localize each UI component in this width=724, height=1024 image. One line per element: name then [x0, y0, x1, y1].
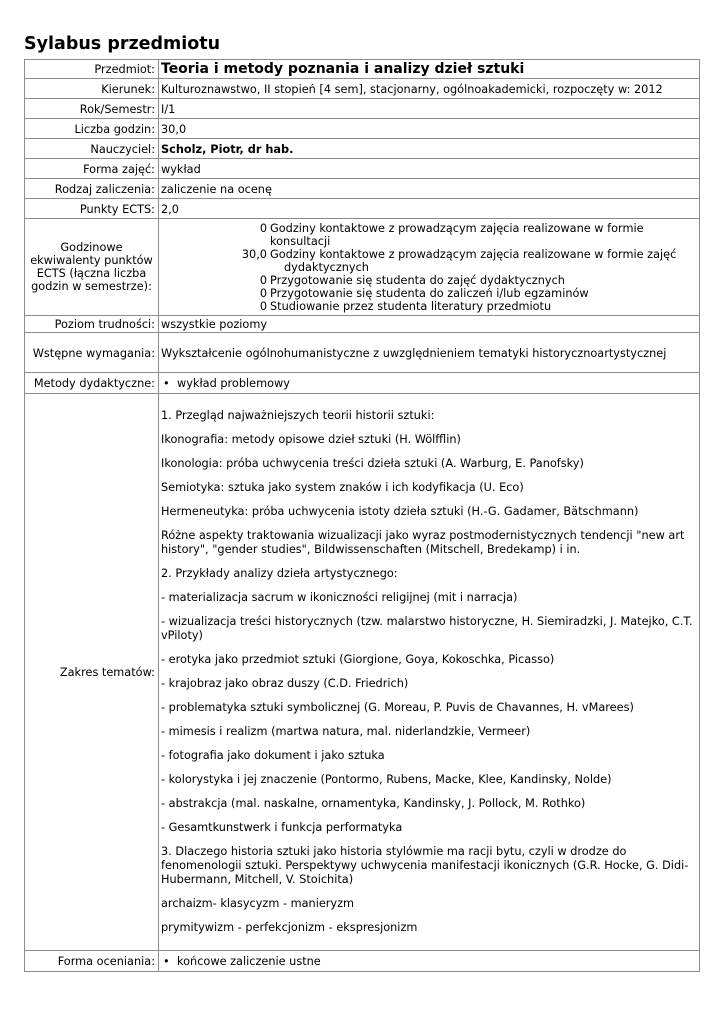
topic-paragraph: Ikonologia: próba uchwycenia treści dzieła sztuki (A. Warburg, E. Panofsky) — [161, 457, 584, 470]
hours-text: Godziny kontaktowe z prowadzącym zajęcia realizowane w formie zajęć — [270, 248, 677, 261]
row-nauczyciel — [25, 139, 700, 159]
hours-item — [161, 248, 696, 274]
topic-paragraph: Ikonografia: metody opisowe dzieł sztuki (H. Wölfflin) — [161, 433, 461, 446]
row-zaliczenie — [25, 179, 700, 199]
label-ekwiwalenty: Godzinowe ekwiwalenty punktów ECTS (łączna liczba godzin w semestrze): — [25, 219, 159, 316]
row-forma-zajec — [25, 159, 700, 179]
topic-paragraph: Hermeneutyka: próba uchwycenia istoty dzieła sztuki (H.-G. Gadamer, Bätschmann) — [161, 505, 639, 518]
value-rok: I/1 — [159, 99, 700, 119]
value-wymagania: Wykształcenie ogólnohumanistyczne z uwzględnieniem tematyki historycznoartystycznej — [159, 333, 700, 373]
topic-paragraph: - abstrakcja (mal. naskalne, ornamentyka, Kandinsky, J. Pollock, M. Rothko) — [161, 797, 586, 810]
value-metody: • wykład problemowy — [159, 373, 700, 394]
topic-paragraph: 2. Przykłady analizy dzieła artystycznego: — [161, 567, 398, 580]
row-ects — [25, 199, 700, 219]
hours-text-continuation: dydaktycznych — [284, 261, 369, 274]
row-rok — [25, 99, 700, 119]
value-forma-zajec: wykład — [159, 159, 700, 179]
label-kierunek: Kierunek: — [25, 79, 159, 99]
topic-paragraph: - kolorystyka i jej znaczenie (Pontormo, Rubens, Macke, Klee, Kandinsky, Nolde) — [161, 773, 612, 786]
topics-list — [161, 396, 696, 949]
hours-value: 0 — [259, 222, 267, 235]
hours-text: Studiowanie przez studenta literatury przedmiotu — [270, 300, 552, 313]
value-zakres — [159, 394, 700, 951]
label-rok: Rok/Semestr: — [25, 99, 159, 119]
value-ocenianie: • końcowe zaliczenie ustne — [159, 951, 700, 972]
topic-paragraph: prymitywizm - perfekcjonizm - ekspresjonizm — [161, 921, 418, 934]
row-kierunek — [25, 79, 700, 99]
topic-paragraph: Semiotyka: sztuka jako system znaków i ich kodyfikacja (U. Eco) — [161, 481, 524, 494]
value-zaliczenie: zaliczenie na ocenę — [159, 179, 700, 199]
row-godziny — [25, 119, 700, 139]
label-zaliczenie: Rodzaj zaliczenia: — [25, 179, 159, 199]
row-poziom — [25, 316, 700, 333]
label-nauczyciel: Nauczyciel: — [25, 139, 159, 159]
hours-text-wrap — [267, 248, 696, 274]
row-ekwiwalenty — [25, 219, 700, 316]
hours-value: 30,0 — [241, 248, 267, 261]
topic-paragraph: - erotyka jako przedmiot sztuki (Giorgione, Goya, Kokoschka, Picasso) — [161, 653, 555, 666]
hours-item — [161, 222, 696, 248]
row-metody — [25, 373, 700, 394]
label-forma-zajec: Forma zajęć: — [25, 159, 159, 179]
label-poziom: Poziom trudności: — [25, 316, 159, 333]
value-poziom: wszystkie poziomy — [159, 316, 700, 333]
label-ects: Punkty ECTS: — [25, 199, 159, 219]
hours-text: Godziny kontaktowe z prowadzącym zajęcia realizowane w formie konsultacji — [270, 222, 644, 248]
topic-paragraph: - wizualizacja treści historycznych (tzw. malarstwo historyczne, H. Siemiradzki, J. Matejko, C.T. vPiloty) — [161, 615, 693, 642]
label-zakres: Zakres tematów: — [25, 394, 159, 951]
topic-paragraph: - mimesis i realizm (martwa natura, mal. niderlandzkie, Vermeer) — [161, 725, 531, 738]
value-nauczyciel: Scholz, Piotr, dr hab. — [159, 139, 700, 159]
label-wymagania: Wstępne wymagania: — [25, 333, 159, 373]
row-ocenianie — [25, 951, 700, 972]
row-przedmiot — [25, 60, 700, 79]
topic-paragraph: 1. Przegląd najważniejszych teorii historii sztuki: — [161, 409, 435, 422]
label-ocenianie: Forma oceniania: — [25, 951, 159, 972]
row-wymagania — [25, 333, 700, 373]
page-title: Sylabus przedmiotu — [24, 34, 221, 54]
label-godziny: Liczba godzin: — [25, 119, 159, 139]
hours-item — [161, 274, 696, 287]
hours-value: 0 — [259, 287, 267, 300]
row-zakres — [25, 394, 700, 951]
topic-paragraph: - problematyka sztuki symbolicznej (G. Moreau, P. Puvis de Chavannes, H. vMarees) — [161, 701, 634, 714]
topic-paragraph: - fotografia jako dokument i jako sztuka — [161, 749, 385, 762]
label-przedmiot: Przedmiot: — [25, 60, 159, 79]
hours-text: Przygotowanie się studenta do zajęć dydaktycznych — [270, 274, 565, 287]
topic-paragraph: archaizm- klasycyzm - manieryzm — [161, 897, 355, 910]
label-metody: Metody dydaktyczne: — [25, 373, 159, 394]
hours-value: 0 — [259, 274, 267, 287]
subject-title: Teoria i metody poznania i analizy dzieł sztuki — [159, 60, 700, 79]
value-ects: 2,0 — [159, 199, 700, 219]
topic-paragraph: - materializacja sacrum w ikoniczności religijnej (mit i narracja) — [161, 591, 518, 604]
topic-paragraph: 3. Dlaczego historia sztuki jako historia stylówmie ma racji bytu, czyli w drodze do fenomenologii sztuki. Perspektywy uchwycenia manifestacji ikonicznych (G.R. Hocke, G. Didi-Hubermann, Mitchell, V. Stoichita) — [161, 845, 689, 886]
hours-value: 0 — [259, 300, 267, 313]
topic-paragraph: - Gesamtkunstwerk i funkcja performatyka — [161, 821, 403, 834]
hours-list — [161, 221, 696, 314]
topic-paragraph: - krajobraz jako obraz duszy (C.D. Friedrich) — [161, 677, 409, 690]
syllabus-table — [24, 59, 700, 972]
hours-item — [161, 300, 696, 313]
value-godziny: 30,0 — [159, 119, 700, 139]
value-ekwiwalenty — [159, 219, 700, 316]
value-kierunek: Kulturoznawstwo, II stopień [4 sem], stacjonarny, ogólnoakademicki, rozpoczęty w: 2012 — [159, 79, 700, 99]
hours-text: Przygotowanie się studenta do zaliczeń i/lub egzaminów — [270, 287, 589, 300]
hours-item — [161, 287, 696, 300]
topic-paragraph: Różne aspekty traktowania wizualizacji jako wyraz postmodernistycznych tendencji "new art history", "gender studies", Bildwissenschaften (Mitschell, Bredekamp) i in. — [161, 529, 685, 556]
